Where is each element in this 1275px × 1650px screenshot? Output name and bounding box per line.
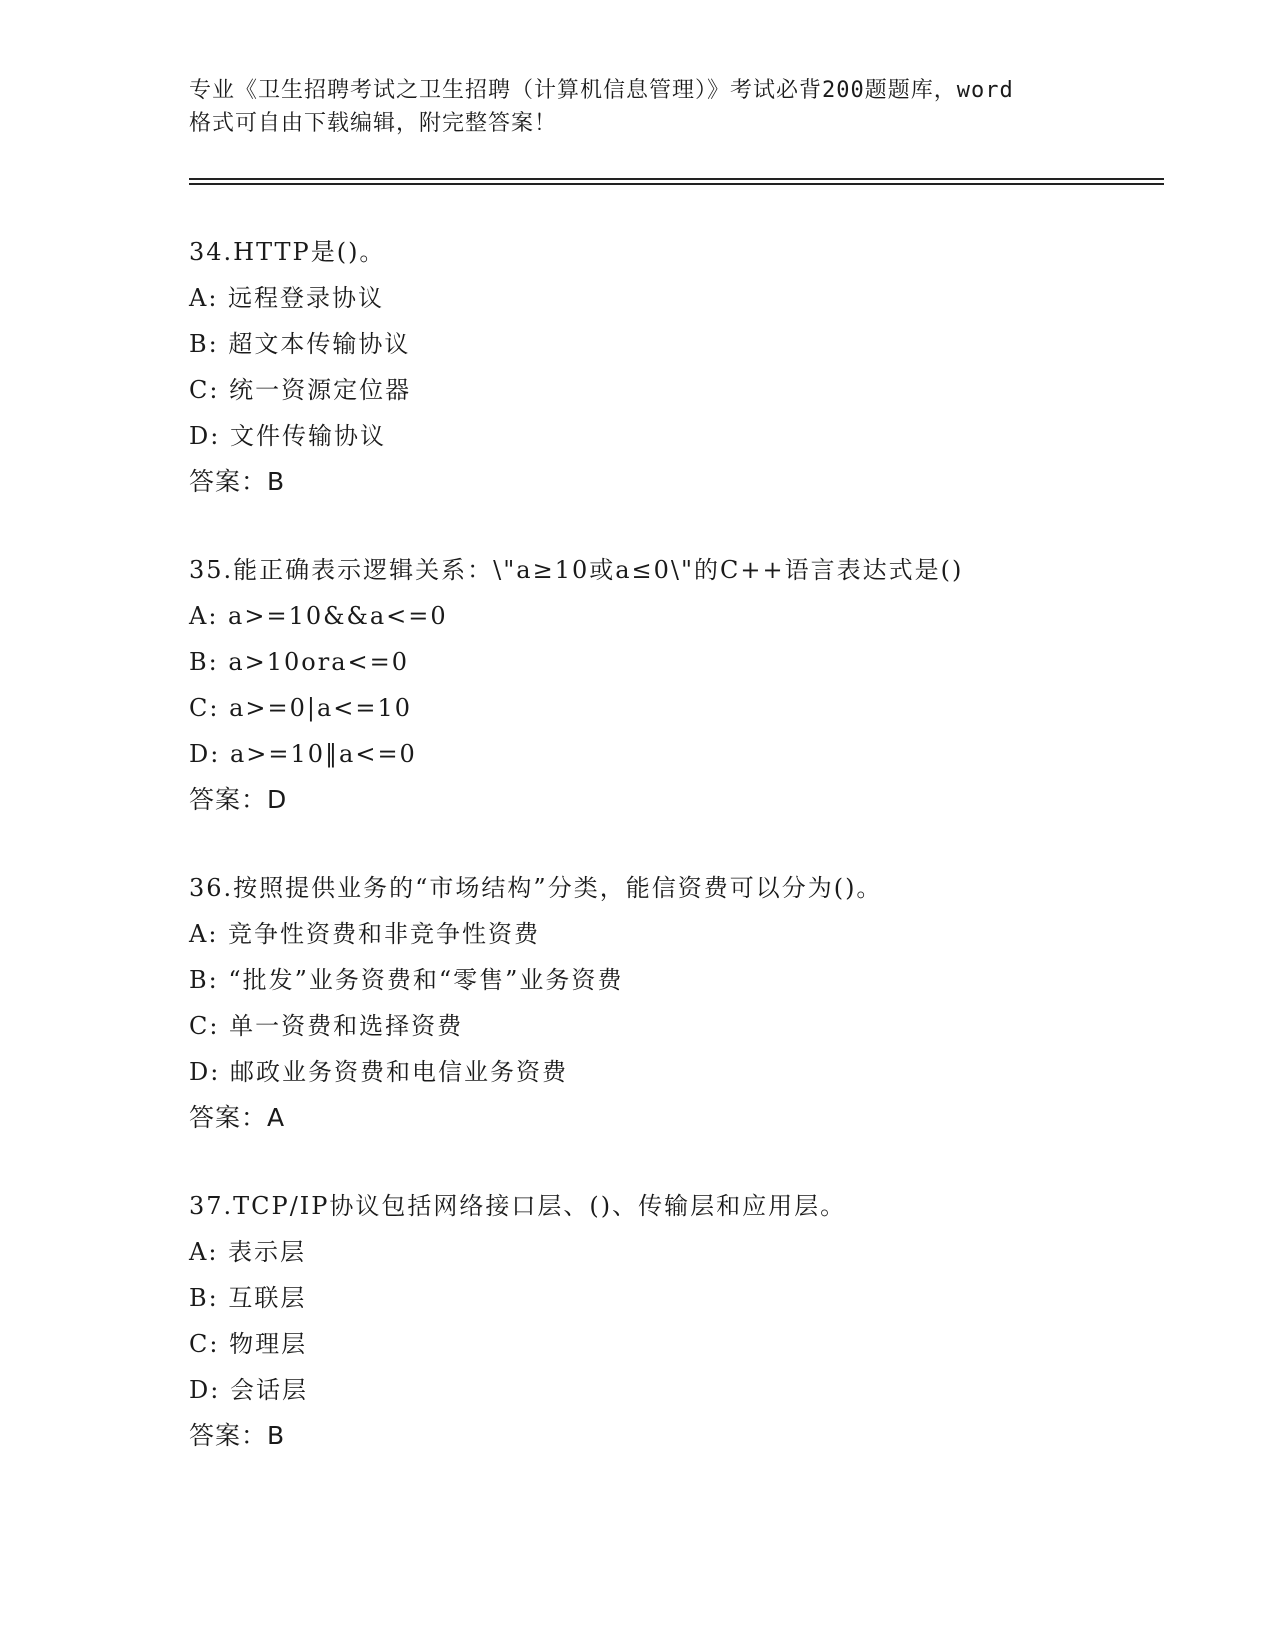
answer: 答案：B (189, 467, 286, 496)
option-b: B: “批发”业务资费和“零售”业务资费 (189, 966, 624, 994)
question-35 (189, 547, 1189, 823)
option-d: D: 文件传输协议 (189, 422, 386, 450)
option-c: C: a>=0|a<=10 (189, 694, 413, 722)
question-stem: 37.TCP/IP协议包括网络接口层、()、传输层和应用层。 (189, 1192, 847, 1220)
question-stem: 34.HTTP是()。 (189, 238, 386, 266)
answer: 答案：A (189, 1103, 286, 1132)
option-a: A: 远程登录协议 (189, 284, 385, 312)
option-b: B: 互联层 (189, 1284, 307, 1312)
header-rule-bottom (189, 183, 1164, 185)
option-b: B: 超文本传输协议 (189, 330, 411, 358)
option-d: D: 会话层 (189, 1376, 308, 1404)
header-rule-top (189, 178, 1164, 180)
question-stem: 36.按照提供业务的“市场结构”分类，能信资费可以分为()。 (189, 874, 883, 902)
option-a: A: 竞争性资费和非竞争性资费 (189, 920, 541, 948)
document-header (189, 74, 1089, 140)
option-d: D: 邮政业务资费和电信业务资费 (189, 1058, 568, 1086)
option-c: C: 物理层 (189, 1330, 308, 1358)
question-36 (189, 865, 1189, 1141)
header-line-2: 格式可自由下载编辑，附完整答案！ (189, 111, 558, 136)
option-b: B: a>10ora<=0 (189, 648, 410, 676)
question-34 (189, 229, 1189, 505)
answer: 答案：D (189, 785, 288, 814)
option-c: C: 统一资源定位器 (189, 376, 412, 404)
option-d: D: a>=10‖a<=0 (189, 740, 417, 768)
option-a: A: 表示层 (189, 1238, 307, 1266)
header-line-1: 专业《卫生招聘考试之卫生招聘（计算机信息管理）》考试必背200题题库，word (189, 78, 1014, 103)
question-stem: 35.能正确表示逻辑关系：\"a≥10或a≤0\"的C++语言表达式是() (189, 556, 964, 584)
question-37 (189, 1183, 1189, 1459)
answer: 答案：B (189, 1421, 286, 1450)
option-c: C: 单一资费和选择资费 (189, 1012, 464, 1040)
option-a: A: a>=10&&a<=0 (189, 602, 448, 630)
